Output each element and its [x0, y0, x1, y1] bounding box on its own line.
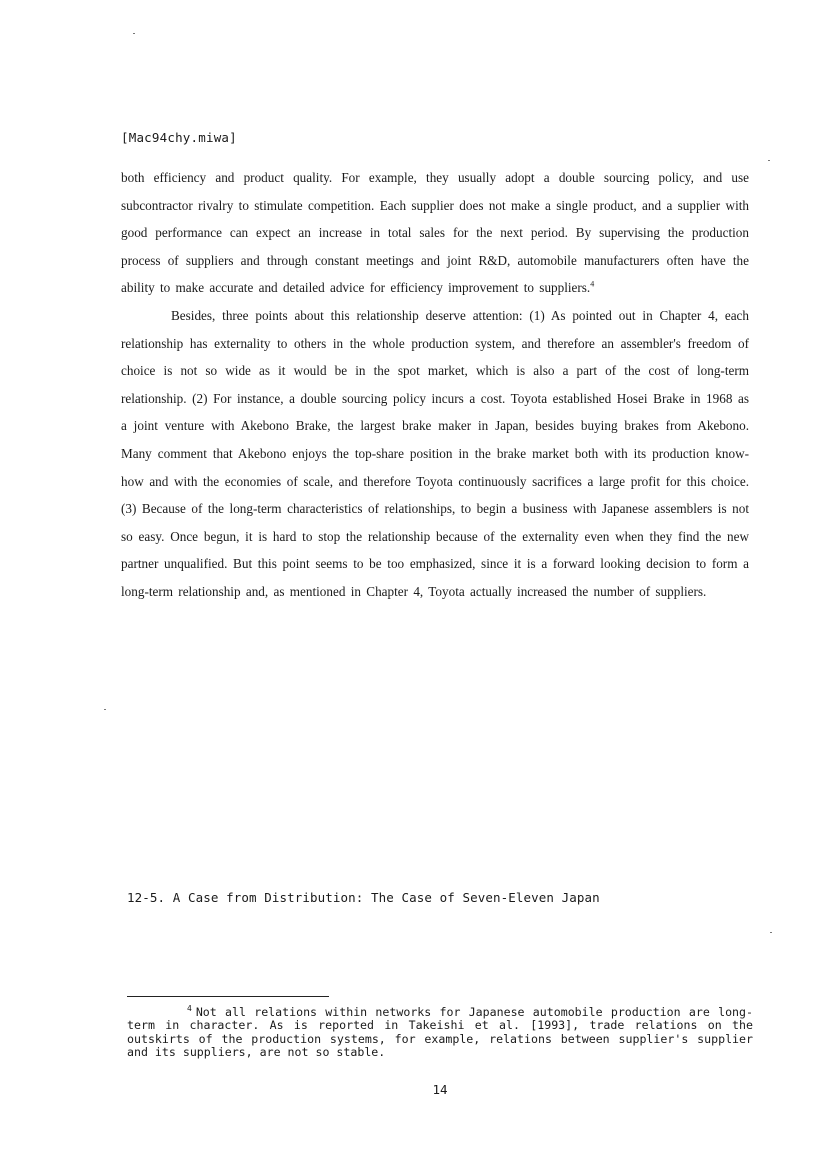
paragraph-text: Besides, three points about this relationship deserve attention: (1) As pointed out in Chapter 4, each relationship has externality to others in the whole production system, and therefore an assembler's freedom of choice is not so wide as it would be in the spot market, which is also a part of the cost of long-term relationship. (2) For instance, a double sourcing policy incurs a cost. Toyota established Hosei Brake in 1968 as a joint venture with Akebono Brake, the largest brake maker in Japan, besides buying brakes from Akebono. Many comment that Akebono enjoys the top-share position in the brake market both with its production know-how and with the economies of scale, and therefore Toyota continuously sacrifices a large profit for this choice. (3) Because of the long-term characteristics of relationships, to begin a business with Japanese assemblers is not so easy. Once begun, it is hard to stop the relationship because of the externality even when they find the new partner unqualified. But this point seems to be too emphasized, since it is a forward looking decision to form a long-term relationship and, as mentioned in Chapter 4, Toyota actually increased the number of suppliers.: [121, 307, 749, 599]
scan-speck: [768, 160, 770, 161]
footnote-text: Not all relations within networks for Japanese automobile production are long-term in character. As is reported in Takeishi et al. [1993], trade relations on the outskirts of the production systems, for example, relations between supplier's supplier and its suppliers, are not so stable.: [127, 1005, 753, 1060]
footnote-reference: 4: [590, 279, 595, 289]
page-number: 14: [432, 1082, 448, 1097]
scan-speck: [133, 33, 135, 34]
body-text: [121, 164, 749, 606]
paragraph: [121, 164, 749, 302]
footnote-mark: 4: [187, 1004, 192, 1014]
scan-speck: [104, 709, 106, 710]
paragraph-text: both efficiency and product quality. For example, they usually adopt a double sourcing policy, and use subcontractor rivalry to stimulate competition. Each supplier does not make a single product, and a supplier with good performance can expect an increase in total sales for the next period. By supervising the production process of suppliers and through constant meetings and joint R&D, automobile manufacturers often have the ability to make accurate and detailed advice for efficiency improvement to suppliers.: [121, 170, 749, 296]
document-header-code: [Mac94chy.miwa]: [121, 130, 237, 145]
scan-speck: [770, 932, 772, 933]
section-heading: 12-5. A Case from Distribution: The Case of Seven-Eleven Japan: [127, 890, 600, 905]
paragraph: [121, 302, 749, 606]
footnote: [127, 1006, 753, 1060]
footnote-divider: [127, 996, 329, 997]
